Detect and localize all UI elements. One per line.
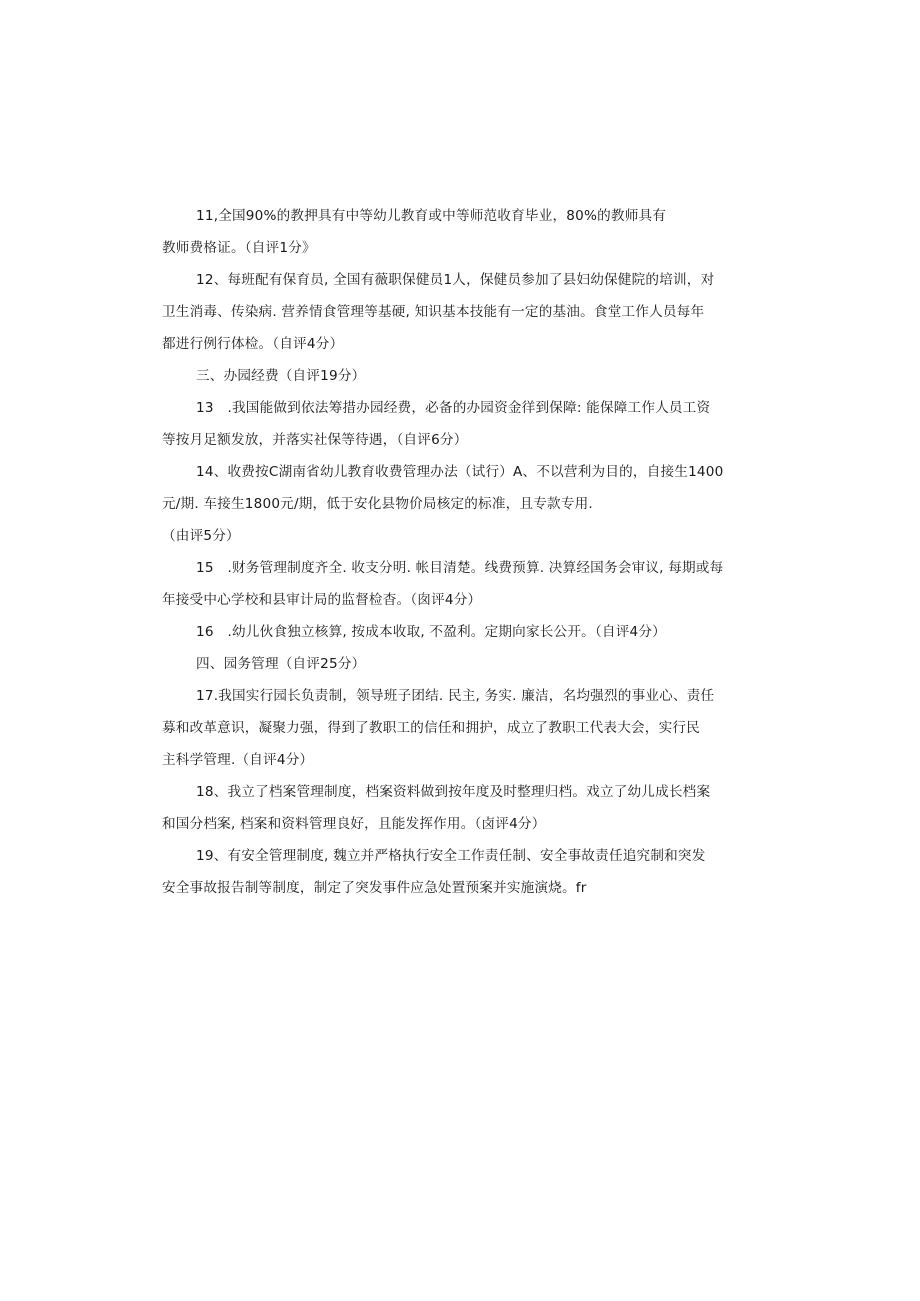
item-19 [162,840,770,904]
section-heading-funding-text: 三、办园经费（自评19分） [196,368,366,384]
item-11-line-1: 11,全国90%的教押具有中等幼儿教育或中等师范收育毕业，80%的教师具有 [196,208,667,224]
section-heading-funding [162,360,770,392]
item-14-line-3: （由评5分） [162,528,240,544]
item-13-line-2: 等按月足额发放，并落实社保等待遇，（自评6分） [162,432,468,448]
item-12-line-1: 12、每班配有保育员, 全国有薇职保健员1人，保健员参加了县妇幼保健院的培训，对 [196,272,715,288]
item-13 [162,392,770,456]
item-17-line-3: 主科学管理.（自评4分） [162,752,314,768]
item-12 [162,264,770,360]
item-12-line-2: 卫生消毒、传染病. 营养情食管理等基硬, 知识基本技能有一定的基油。食堂工作人员每年 [162,304,705,320]
item-17-line-1: 17.我国实行园长负责制，领导班子团结. 民主, 务实. 廉洁，名均强烈的事业心、责任 [196,688,715,704]
item-16 [162,616,770,648]
item-17 [162,680,770,776]
section-heading-management [162,648,770,680]
item-19-line-1: 19、有安全管理制度, 魏立并严格执行安全工作责任制、安全事故责任追究制和突发 [196,848,706,864]
item-15 [162,552,770,616]
item-18 [162,776,770,840]
item-15-line-2: 年接受中心学校和县审计局的监督检杳。（囱评4分） [162,592,482,608]
item-18-line-2: 和国分档案, 档案和资料管理良好，且能发挥作用。（卤评4分） [162,816,546,832]
item-14 [162,456,770,552]
item-11-line-2: 教师费格证。（自评1分》 [162,240,316,256]
item-18-line-1: 18、我立了档案管理制度，档案资料做到按年度及时整理归档。戏立了幼儿成长档案 [196,784,711,800]
item-12-line-3: 都进行例行体检。（自评4分） [162,336,344,352]
item-14-line-2: 元/期. 车接生1800元/期，低于安化县物价局核定的标准，且专款专用. [162,496,593,512]
document-body [162,200,770,904]
item-13-line-1: 13 .我国能做到依法筹措办园经费，必备的办园资金徉到保障: 能保障工作人员工资 [196,400,711,416]
section-heading-management-text: 四、园务管理（自评25分） [196,656,366,672]
item-16-line-1: 16 .幼儿伙食独立核算, 按成本收取, 不盈利。定期向家长公开。（自评4分） [196,624,666,640]
item-11 [162,200,770,264]
item-14-line-1: 14、收费按C湖南省幼儿教育收费管理办法（试行）A、不以营利为目的，自接生1400 [196,464,724,480]
item-15-line-1: 15 .财务管理制度齐全. 收支分明. 帐目清楚。线费预算. 决算经国务会审议, 每期或每 [196,560,724,576]
item-19-line-2: 安全事故报告制等制度，制定了突发事件应急处置预案并实施演烧。fr [162,880,587,896]
item-17-line-2: 募和改革意识，凝聚力强，得到了教职工的信任和拥护，成立了教职工代表大会，实行民 [162,720,700,736]
